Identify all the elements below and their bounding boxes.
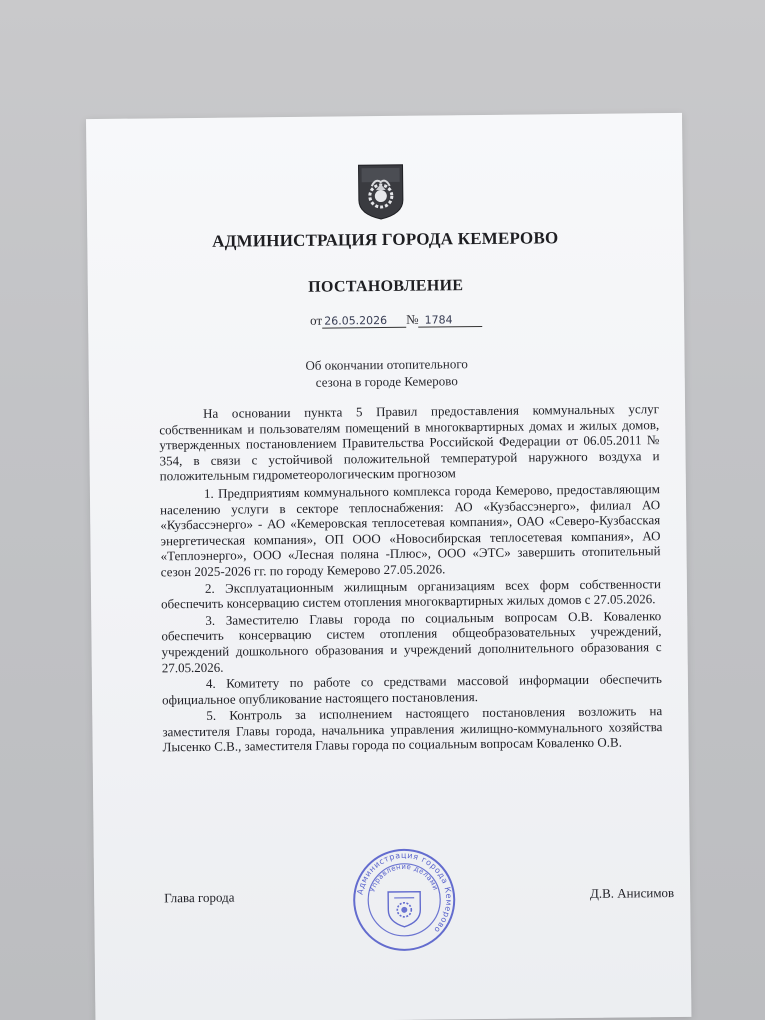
item-paragraph-4: 4. Комитету по работе со средствами массовой информации обеспечить официальное опубликование настоящего постановления.: [162, 671, 662, 708]
document-type-heading: ПОСТАНОВЛЕНИЕ: [308, 277, 464, 296]
subject-line-2: сезона в городе Кемерово: [315, 373, 458, 390]
document-body: [159, 401, 663, 756]
organization-title: АДМИНИСТРАЦИЯ ГОРОДА КЕМЕРОВО: [212, 228, 559, 251]
document-subject: [89, 353, 685, 393]
subject-line-1: Об окончании отопительного: [305, 356, 468, 373]
stamp-outer-text: Администрация города Кемерово: [355, 850, 454, 935]
date-value: 26.05.2026: [322, 314, 406, 329]
date-number-line: [310, 311, 483, 329]
item-paragraph-5: 5. Контроль за исполнением настоящего постановления возложить на заместителя Главы города, начальника управления жилищно-коммунального хозяйства Лысенко С.В., заместителя Главы города по социальным вопросам Коваленко О.В.: [162, 703, 663, 755]
stamp-inner-text: Управление делами: [368, 862, 440, 894]
number-value: 1784: [418, 313, 482, 328]
official-seal-icon: [352, 847, 457, 952]
signature-name: Д.В. Анисимов: [589, 885, 675, 901]
number-prefix: №: [406, 311, 419, 327]
signature-position: Глава города: [164, 889, 235, 906]
date-prefix: от: [310, 312, 323, 328]
preamble-paragraph: На основании пункта 5 Правил предоставления коммунальных услуг собственникам и пользователям помещений в многоквартирных домах и жилых домов, утвержденных постановлением Правительства Российской Федерации от 06.05.2011 № 354, в связи с устойчивой положительной температурой наружного воздуха и положительным гидрометеорологическим прогнозом: [159, 401, 660, 484]
item-paragraph-2: 2. Эксплуатационным жилищным организациям всех форм собственности обеспечить консервацию систем отопления многоквартирных жилых домов с 27.05.2026.: [161, 575, 661, 612]
document-page: [86, 113, 691, 1020]
item-paragraph-1: 1. Предприятиям коммунального комплекса города Кемерово, предоставляющим населению услуги в секторе теплоснабжения: АО «Кузбассэнерго», филиал АО «Кузбассэнерго» - АО «Кемеровская теплосетевая компания», ОАО «Северо-Кузбасская энергетическая компания», ОП ООО «Новосибирская теплосетевая компания», АО «Теплоэнерго», ООО «Лесная поляна -Плюс», ООО «ЭТС» завершить отопительный сезон 2025-2026 гг. по городу Кемерово 27.05.2026.: [160, 481, 661, 580]
coat-of-arms-icon: [358, 164, 405, 220]
item-paragraph-3: 3. Заместителю Главы города по социальным вопросам О.В. Коваленко обеспечить консервацию систем отопления общеобразовательных учреждений, учреждений дошкольного образования и учреждений дополнительного образования с 27.05.2026.: [161, 607, 662, 675]
